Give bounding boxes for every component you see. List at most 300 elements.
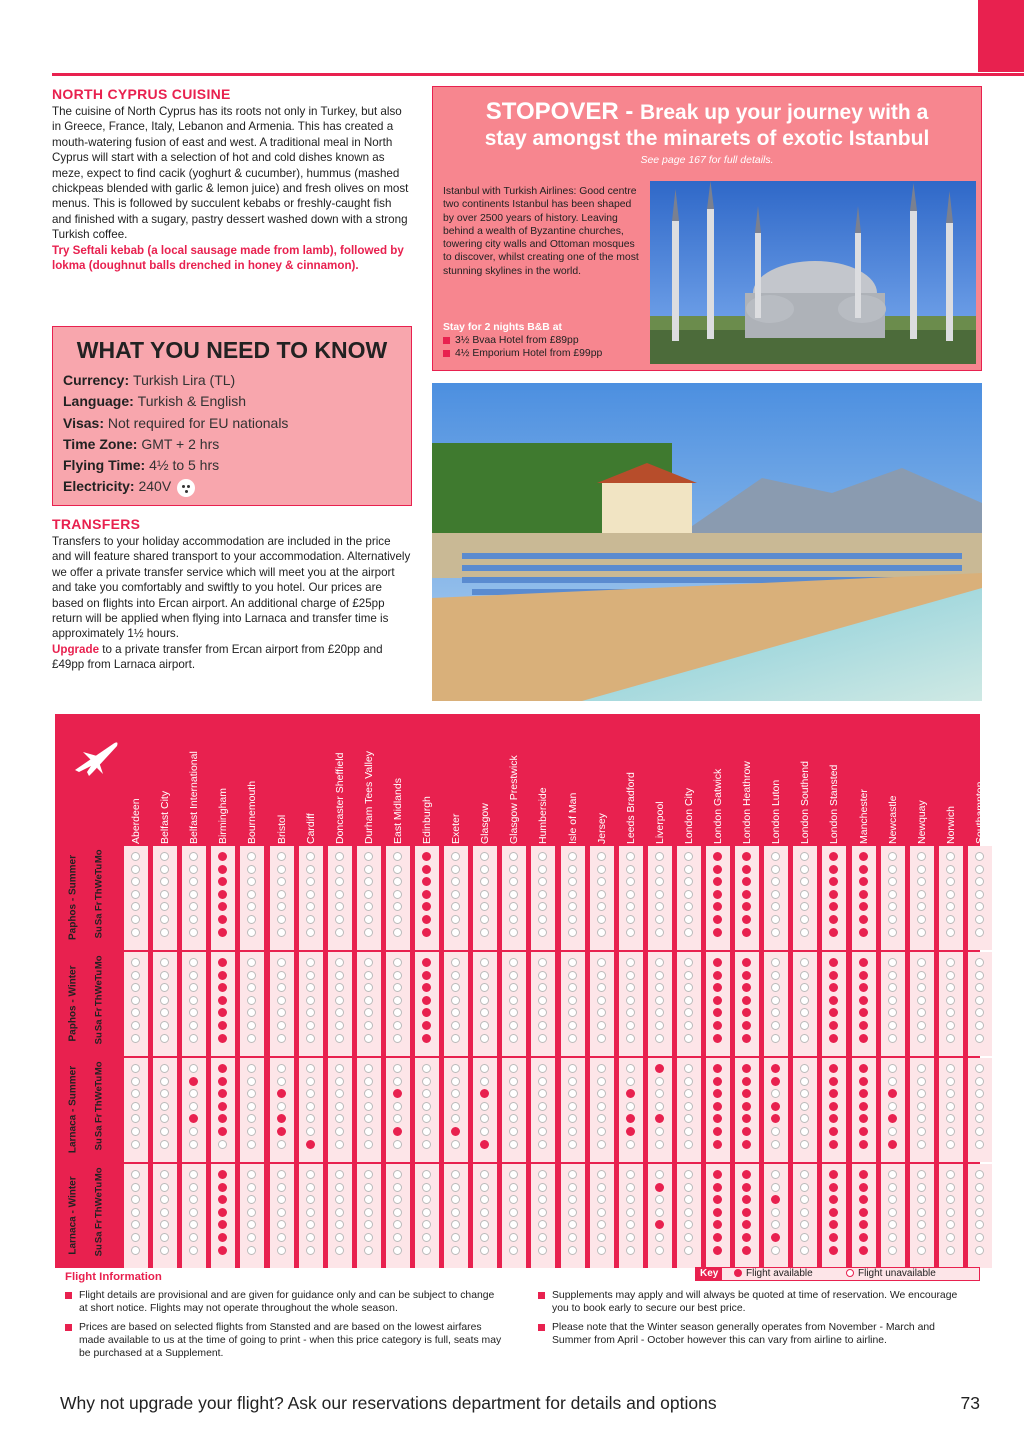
flight-available-dot xyxy=(422,1034,431,1043)
flight-available-dot xyxy=(859,890,868,899)
flight-unavailable-dot xyxy=(568,983,577,992)
flight-unavailable-dot xyxy=(975,1021,984,1030)
day-label: Su xyxy=(93,925,105,938)
flight-available-dot xyxy=(277,1127,286,1136)
flight-unavailable-dot xyxy=(393,1220,402,1229)
flight-unavailable-dot xyxy=(684,1114,693,1123)
flight-available-dot xyxy=(829,971,838,980)
flight-unavailable-dot xyxy=(626,1170,635,1179)
flight-available-dot xyxy=(829,958,838,967)
know-value: GMT + 2 hrs xyxy=(141,435,220,452)
know-value: Turkish & English xyxy=(137,393,247,410)
flight-unavailable-dot xyxy=(771,877,780,886)
flight-unavailable-dot xyxy=(655,1233,664,1242)
airport-cell-column xyxy=(502,1164,526,1268)
flight-unavailable-dot xyxy=(422,1114,431,1123)
flight-unavailable-dot xyxy=(277,890,286,899)
flight-unavailable-dot xyxy=(393,996,402,1005)
flight-table xyxy=(55,714,986,1268)
flight-available-dot xyxy=(859,996,868,1005)
flight-unavailable-dot xyxy=(306,983,315,992)
flight-unavailable-dot xyxy=(626,1195,635,1204)
upgrade-text: to a private transfer from Ercan airport from £20pp and £49pp from Larnaca airport. xyxy=(52,642,383,672)
flight-unavailable-dot xyxy=(422,1208,431,1217)
flight-unavailable-dot xyxy=(422,1102,431,1111)
airport-cell-column xyxy=(735,1164,759,1268)
flight-available-dot xyxy=(742,1021,751,1030)
flight-unavailable-dot xyxy=(247,865,256,874)
flight-unavailable-dot xyxy=(480,902,489,911)
flight-available-dot xyxy=(713,890,722,899)
flight-available-dot xyxy=(189,1114,198,1123)
flight-available-dot xyxy=(422,1008,431,1017)
airport-cell-column xyxy=(764,846,788,950)
flight-available-dot xyxy=(422,928,431,937)
flight-available-dot xyxy=(422,971,431,980)
flight-available-dot xyxy=(713,865,722,874)
day-label: Su xyxy=(93,1031,105,1044)
flight-unavailable-dot xyxy=(800,1114,809,1123)
flight-available-dot xyxy=(626,1114,635,1123)
flight-unavailable-dot xyxy=(393,902,402,911)
airport-cell-column xyxy=(968,846,992,950)
flight-unavailable-dot xyxy=(277,971,286,980)
flight-unavailable-dot xyxy=(800,1140,809,1149)
flight-unavailable-dot xyxy=(800,983,809,992)
flight-unavailable-dot xyxy=(771,915,780,924)
flight-unavailable-dot xyxy=(771,958,780,967)
flight-unavailable-dot xyxy=(917,1114,926,1123)
flight-unavailable-dot xyxy=(335,928,344,937)
flight-unavailable-dot xyxy=(451,1114,460,1123)
flight-unavailable-dot xyxy=(568,1114,577,1123)
flight-available-dot xyxy=(655,1064,664,1073)
flight-available-dot xyxy=(480,1140,489,1149)
flight-unavailable-dot xyxy=(451,1064,460,1073)
flight-unavailable-dot xyxy=(975,1127,984,1136)
airport-cell-column xyxy=(357,1164,381,1268)
flight-unavailable-dot xyxy=(917,996,926,1005)
flight-unavailable-dot xyxy=(247,1008,256,1017)
flight-unavailable-dot xyxy=(364,1102,373,1111)
flight-unavailable-dot xyxy=(160,1246,169,1255)
flight-unavailable-dot xyxy=(393,1170,402,1179)
flight-unavailable-dot xyxy=(597,1089,606,1098)
flight-unavailable-dot xyxy=(655,1102,664,1111)
airport-cell-column xyxy=(240,1164,264,1268)
flight-unavailable-dot xyxy=(509,1246,518,1255)
flight-unavailable-dot xyxy=(480,865,489,874)
flight-unavailable-dot xyxy=(771,1220,780,1229)
airport-cell-column xyxy=(939,1164,963,1268)
airport-cell-column xyxy=(590,846,614,950)
flight-available-dot xyxy=(713,1170,722,1179)
flight-unavailable-dot xyxy=(509,902,518,911)
upgrade-label: Upgrade xyxy=(52,642,100,656)
flight-unavailable-dot xyxy=(568,1208,577,1217)
flight-available-dot xyxy=(189,1077,198,1086)
flight-unavailable-dot xyxy=(771,1183,780,1192)
flight-unavailable-dot xyxy=(422,1089,431,1098)
flight-unavailable-dot xyxy=(160,1008,169,1017)
transfers-body: Transfers to your holiday accommodation are included in the price and will feature shared transport to your accommodation. Alternatively we offer a private transfer service which will meet you at the airport and take you comfortably and swiftly to you hotel. Our prices are based on flights into Ercan airport. An additional charge of £25pp return will be applied when flying into Larnaca and transfer time is approximately 1½ hours. xyxy=(52,535,411,641)
flight-unavailable-dot xyxy=(189,1246,198,1255)
flight-unavailable-dot xyxy=(393,865,402,874)
airport-cell-column xyxy=(677,846,701,950)
flight-unavailable-dot xyxy=(306,1127,315,1136)
flight-unavailable-dot xyxy=(393,1233,402,1242)
flight-unavailable-dot xyxy=(597,928,606,937)
flight-available-dot xyxy=(859,1233,868,1242)
airport-cell-column xyxy=(910,952,934,1056)
flight-unavailable-dot xyxy=(917,958,926,967)
flight-unavailable-dot xyxy=(277,1233,286,1242)
airport-cell-column xyxy=(822,1058,846,1162)
flight-available-dot xyxy=(655,1183,664,1192)
airport-cell-column xyxy=(590,1164,614,1268)
airport-cell-column xyxy=(590,952,614,1056)
flight-unavailable-dot xyxy=(538,1102,547,1111)
flight-unavailable-dot xyxy=(946,877,955,886)
flight-unavailable-dot xyxy=(597,902,606,911)
flight-unavailable-dot xyxy=(888,983,897,992)
flight-available-dot xyxy=(742,1034,751,1043)
flight-unavailable-dot xyxy=(364,1246,373,1255)
flight-unavailable-dot xyxy=(277,958,286,967)
flight-unavailable-dot xyxy=(160,1127,169,1136)
flight-available-dot xyxy=(277,1114,286,1123)
flight-unavailable-dot xyxy=(946,983,955,992)
flight-unavailable-dot xyxy=(800,852,809,861)
flight-unavailable-dot xyxy=(597,983,606,992)
flight-unavailable-dot xyxy=(247,1220,256,1229)
flight-unavailable-dot xyxy=(335,1140,344,1149)
flight-unavailable-dot xyxy=(393,1064,402,1073)
flight-unavailable-dot xyxy=(189,928,198,937)
flight-unavailable-dot xyxy=(364,1220,373,1229)
flight-unavailable-dot xyxy=(364,1008,373,1017)
airport-cell-column xyxy=(531,1058,555,1162)
flight-unavailable-dot xyxy=(568,971,577,980)
flight-unavailable-dot xyxy=(626,1102,635,1111)
flight-unavailable-dot xyxy=(568,852,577,861)
flight-available-dot xyxy=(218,983,227,992)
stopover-title-c: stay amongst the minarets of exotic Istanbul xyxy=(484,127,930,150)
flight-unavailable-dot xyxy=(800,1034,809,1043)
flight-unavailable-dot xyxy=(247,996,256,1005)
flight-unavailable-dot xyxy=(480,915,489,924)
airport-header: Durham Tees Valley xyxy=(362,751,375,844)
flight-unavailable-dot xyxy=(568,1195,577,1204)
flight-available-dot xyxy=(713,1089,722,1098)
flight-unavailable-dot xyxy=(131,852,140,861)
flight-unavailable-dot xyxy=(189,983,198,992)
airport-header: Bristol xyxy=(275,814,288,844)
flight-unavailable-dot xyxy=(684,865,693,874)
airport-cell-column xyxy=(531,1164,555,1268)
flight-unavailable-dot xyxy=(247,1195,256,1204)
know-key: Electricity: xyxy=(63,478,139,495)
flight-available-dot xyxy=(218,996,227,1005)
flight-available-dot xyxy=(218,1246,227,1255)
flight-unavailable-dot xyxy=(888,852,897,861)
flight-unavailable-dot xyxy=(422,1064,431,1073)
flight-unavailable-dot xyxy=(306,1246,315,1255)
flight-unavailable-dot xyxy=(771,1170,780,1179)
flight-available-dot xyxy=(859,1195,868,1204)
flight-unavailable-dot xyxy=(946,1064,955,1073)
flight-unavailable-dot xyxy=(247,1127,256,1136)
flight-unavailable-dot xyxy=(393,915,402,924)
airport-cell-column xyxy=(706,1058,730,1162)
flight-available-dot xyxy=(859,1140,868,1149)
stopover-body: Istanbul with Turkish Airlines: Good centre two continents Istanbul has been shaped by over 2500 years of history. Leaving behind a wealth of Byzantine churches, towering city walls and Ottoman mosques to discover, whilst creating one of the most stunning skylines in the world. xyxy=(443,186,639,277)
day-labels xyxy=(89,850,111,938)
flight-unavailable-dot xyxy=(655,1140,664,1149)
flight-unavailable-dot xyxy=(888,902,897,911)
airport-cell-column xyxy=(968,1058,992,1162)
flight-unavailable-dot xyxy=(626,1140,635,1149)
airport-cell-column xyxy=(473,846,497,950)
flight-unavailable-dot xyxy=(335,1064,344,1073)
flight-unavailable-dot xyxy=(480,1008,489,1017)
flight-available-dot xyxy=(829,1034,838,1043)
flight-unavailable-dot xyxy=(597,958,606,967)
airport-header: Newcastle xyxy=(886,795,899,844)
flight-unavailable-dot xyxy=(335,1208,344,1217)
airport-cell-column xyxy=(386,846,410,950)
day-label: Fr xyxy=(93,1219,105,1230)
airport-cell-column xyxy=(211,1058,235,1162)
flight-available-dot xyxy=(829,1089,838,1098)
flight-unavailable-dot xyxy=(771,996,780,1005)
beach-photo xyxy=(432,383,982,701)
airport-cell-column xyxy=(502,846,526,950)
key-unavailable-text: Flight unavailable xyxy=(858,1268,936,1279)
flight-unavailable-dot xyxy=(335,1021,344,1030)
offer-item: 3½ Bvaa Hotel from £89pp xyxy=(443,334,648,347)
flight-unavailable-dot xyxy=(626,1220,635,1229)
airport-cell-column xyxy=(473,952,497,1056)
airport-cell-column xyxy=(793,952,817,1056)
flight-unavailable-dot xyxy=(451,958,460,967)
flight-unavailable-dot xyxy=(509,1233,518,1242)
airport-cell-column xyxy=(764,1058,788,1162)
flight-unavailable-dot xyxy=(800,1233,809,1242)
airport-header: Bournemouth xyxy=(246,780,259,844)
flight-unavailable-dot xyxy=(189,1195,198,1204)
flight-unavailable-dot xyxy=(364,996,373,1005)
flight-available-dot xyxy=(829,915,838,924)
flight-unavailable-dot xyxy=(277,1246,286,1255)
flight-unavailable-dot xyxy=(597,1140,606,1149)
flight-unavailable-dot xyxy=(335,1220,344,1229)
flight-unavailable-dot xyxy=(597,1246,606,1255)
flight-available-dot xyxy=(218,902,227,911)
airport-cell-column xyxy=(764,1164,788,1268)
flight-unavailable-dot xyxy=(568,1246,577,1255)
flight-available-dot xyxy=(713,1102,722,1111)
flight-available-dot xyxy=(742,958,751,967)
flight-unavailable-dot xyxy=(655,1034,664,1043)
airport-cell-column xyxy=(561,952,585,1056)
flight-unavailable-dot xyxy=(131,928,140,937)
flight-available-dot xyxy=(422,958,431,967)
flight-unavailable-dot xyxy=(684,1089,693,1098)
flight-available-dot xyxy=(742,1008,751,1017)
flight-unavailable-dot xyxy=(131,1246,140,1255)
flight-unavailable-dot xyxy=(538,1233,547,1242)
flight-unavailable-dot xyxy=(538,902,547,911)
flight-unavailable-dot xyxy=(393,1208,402,1217)
flight-unavailable-dot xyxy=(946,1233,955,1242)
flight-available-dot xyxy=(742,983,751,992)
flight-unavailable-dot xyxy=(975,1183,984,1192)
flight-unavailable-dot xyxy=(247,1233,256,1242)
flight-unavailable-dot xyxy=(538,1034,547,1043)
flight-unavailable-dot xyxy=(684,958,693,967)
flight-unavailable-dot xyxy=(684,1183,693,1192)
flight-unavailable-dot xyxy=(597,971,606,980)
know-value: 240V xyxy=(138,478,172,495)
flight-available-dot xyxy=(218,890,227,899)
flight-unavailable-dot xyxy=(393,928,402,937)
flight-unavailable-dot xyxy=(189,1183,198,1192)
offer-heading: Stay for 2 nights B&B at xyxy=(443,322,562,333)
flight-available-dot xyxy=(713,1195,722,1204)
flight-available-dot xyxy=(859,1127,868,1136)
flight-info-item: Supplements may apply and will always be quoted at time of reservation. We encourage you to book early to secure our best price. xyxy=(538,1289,968,1315)
flight-unavailable-dot xyxy=(626,902,635,911)
airport-cell-column xyxy=(211,952,235,1056)
flight-unavailable-dot xyxy=(247,1064,256,1073)
airport-cell-column xyxy=(648,1164,672,1268)
flight-available-dot xyxy=(829,1246,838,1255)
airport-cell-column xyxy=(706,846,730,950)
flight-unavailable-dot xyxy=(422,1077,431,1086)
flight-unavailable-dot xyxy=(451,1140,460,1149)
flight-unavailable-dot xyxy=(626,865,635,874)
flight-available-dot xyxy=(422,852,431,861)
airport-cell-column xyxy=(444,952,468,1056)
flight-available-dot xyxy=(829,865,838,874)
flight-unavailable-dot xyxy=(306,958,315,967)
flight-unavailable-dot xyxy=(306,1034,315,1043)
flight-unavailable-dot xyxy=(364,1208,373,1217)
flight-available-dot xyxy=(829,996,838,1005)
flight-unavailable-dot xyxy=(189,1220,198,1229)
flight-unavailable-dot xyxy=(160,890,169,899)
airport-cell-column xyxy=(328,952,352,1056)
flight-unavailable-dot xyxy=(771,1140,780,1149)
flight-unavailable-dot xyxy=(277,877,286,886)
airport-cell-column xyxy=(619,846,643,950)
day-label: Su xyxy=(93,1243,105,1256)
flight-unavailable-dot xyxy=(335,915,344,924)
flight-available-dot xyxy=(713,1021,722,1030)
flight-available-dot xyxy=(218,1077,227,1086)
flight-unavailable-dot xyxy=(655,1008,664,1017)
flight-available-dot xyxy=(742,902,751,911)
flight-unavailable-dot xyxy=(189,1102,198,1111)
flight-unavailable-dot xyxy=(568,1170,577,1179)
flight-unavailable-dot xyxy=(247,971,256,980)
flight-unavailable-dot xyxy=(568,1034,577,1043)
flight-unavailable-dot xyxy=(480,971,489,980)
flight-available-dot xyxy=(742,1233,751,1242)
flight-unavailable-dot xyxy=(335,890,344,899)
flight-available-dot xyxy=(859,1008,868,1017)
flight-unavailable-dot xyxy=(277,983,286,992)
flight-unavailable-dot xyxy=(626,1233,635,1242)
flight-unavailable-dot xyxy=(131,877,140,886)
airport-cell-column xyxy=(240,846,264,950)
day-label: Sa xyxy=(93,1125,105,1138)
flight-unavailable-dot xyxy=(597,1127,606,1136)
flight-unavailable-dot xyxy=(509,928,518,937)
plug-icon xyxy=(177,479,195,497)
flight-unavailable-dot xyxy=(335,958,344,967)
flight-available-dot xyxy=(742,1077,751,1086)
flight-unavailable-dot xyxy=(277,1208,286,1217)
flight-unavailable-dot xyxy=(655,852,664,861)
flight-unavailable-dot xyxy=(975,996,984,1005)
flight-unavailable-dot xyxy=(917,1064,926,1073)
flight-unavailable-dot xyxy=(538,852,547,861)
flight-unavailable-dot xyxy=(335,1170,344,1179)
flight-available-dot xyxy=(218,928,227,937)
key-available-text: Flight available xyxy=(746,1268,813,1279)
flight-unavailable-dot xyxy=(684,996,693,1005)
flight-unavailable-dot xyxy=(160,865,169,874)
flight-unavailable-dot xyxy=(247,1114,256,1123)
flight-unavailable-dot xyxy=(975,983,984,992)
flight-unavailable-dot xyxy=(888,1220,897,1229)
flight-available-dot xyxy=(713,1034,722,1043)
flight-unavailable-dot xyxy=(335,1233,344,1242)
flight-unavailable-dot xyxy=(684,852,693,861)
airport-cell-column xyxy=(473,1058,497,1162)
flight-unavailable-dot xyxy=(684,1170,693,1179)
airport-cell-column xyxy=(444,1058,468,1162)
flight-unavailable-dot xyxy=(626,1034,635,1043)
flight-available-dot xyxy=(742,1246,751,1255)
flight-unavailable-dot xyxy=(538,1170,547,1179)
flight-unavailable-dot xyxy=(946,928,955,937)
footer xyxy=(60,1393,980,1414)
flight-unavailable-dot xyxy=(335,971,344,980)
flight-unavailable-dot xyxy=(247,1089,256,1098)
day-labels xyxy=(89,956,111,1044)
airport-cell-column xyxy=(910,846,934,950)
flight-unavailable-dot xyxy=(975,971,984,980)
flight-available-dot xyxy=(859,958,868,967)
flight-unavailable-dot xyxy=(538,1246,547,1255)
flight-unavailable-dot xyxy=(771,983,780,992)
flight-available-dot xyxy=(742,1127,751,1136)
flight-unavailable-dot xyxy=(509,865,518,874)
flight-unavailable-dot xyxy=(655,971,664,980)
flight-unavailable-dot xyxy=(975,958,984,967)
airport-cell-column xyxy=(590,1058,614,1162)
flight-unavailable-dot xyxy=(451,971,460,980)
flight-available-dot xyxy=(859,915,868,924)
flight-unavailable-dot xyxy=(917,877,926,886)
flight-unavailable-dot xyxy=(247,983,256,992)
flight-available-dot xyxy=(859,852,868,861)
flight-unavailable-dot xyxy=(975,1246,984,1255)
flight-unavailable-dot xyxy=(364,1183,373,1192)
